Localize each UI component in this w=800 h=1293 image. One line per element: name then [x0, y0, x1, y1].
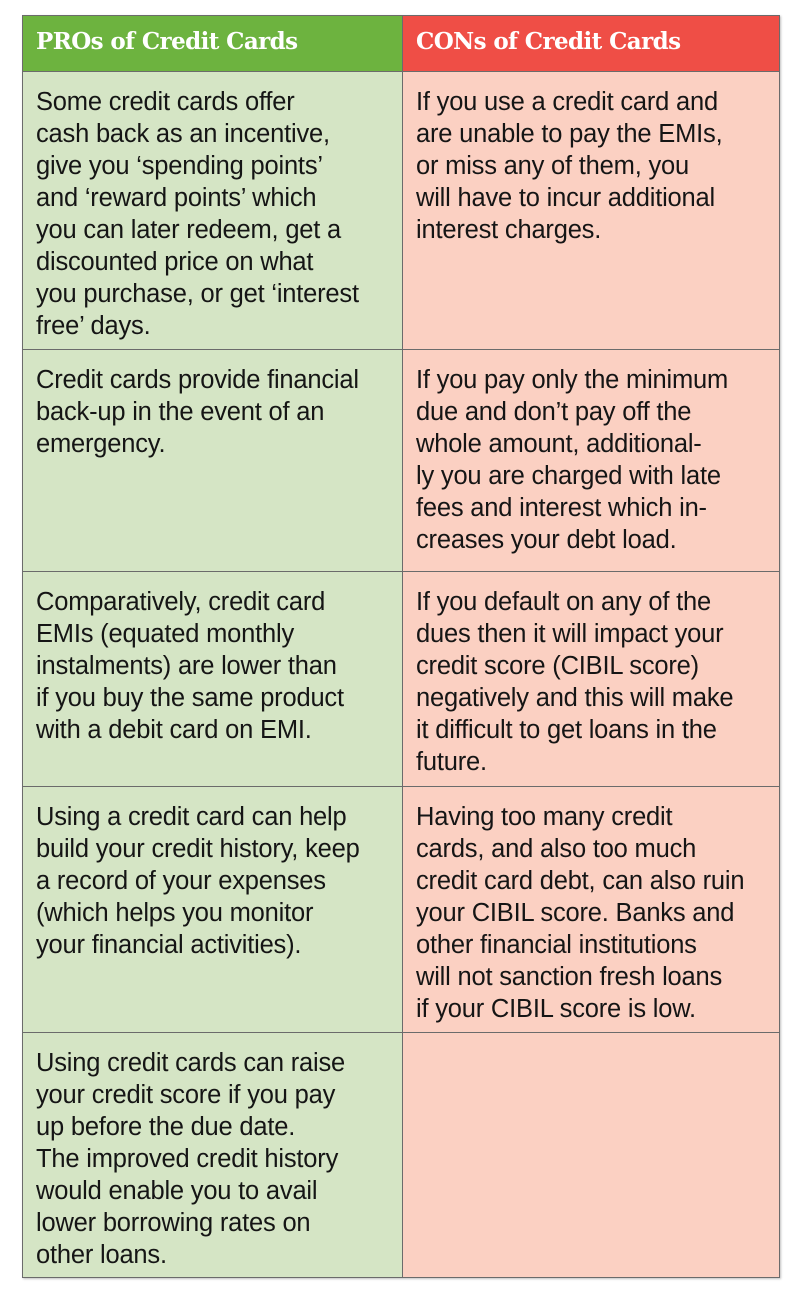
pro-text-line: your financial activities).: [36, 931, 302, 959]
pro-text-line: other loans.: [36, 1241, 167, 1269]
con-text-line: it difficult to get loans in the: [416, 716, 717, 744]
con-text-line: fees and interest which in-: [416, 494, 707, 522]
con-text-line: If you pay only the minimum: [416, 366, 729, 394]
con-text-line: Having too many credit: [416, 803, 673, 831]
con-text-line: will not sanction fresh loans: [416, 963, 723, 991]
pro-text-line: would enable you to avail: [36, 1177, 318, 1205]
pro-cell: [23, 787, 403, 1032]
pro-text-line: you purchase, or get ‘interest: [36, 280, 359, 308]
pro-text-line: discounted price on what: [36, 248, 314, 276]
pros-header: PROs of Credit Cards: [23, 16, 403, 71]
con-text-line: credit card debt, can also ruin: [416, 867, 745, 895]
pro-text-line: and ‘reward points’ which: [36, 184, 317, 212]
pro-cell: [23, 72, 403, 349]
pro-text-line: free’ days.: [36, 312, 151, 340]
pro-text-line: build your credit history, keep: [36, 835, 360, 863]
con-text-line: cards, and also too much: [416, 835, 697, 863]
pro-text-line: give you ‘spending points’: [36, 152, 323, 180]
table-row: [23, 786, 779, 1032]
con-text-line: If you default on any of the: [416, 588, 711, 616]
con-text-line: are unable to pay the EMIs,: [416, 120, 723, 148]
con-cell: [403, 572, 779, 786]
pro-text-line: (which helps you monitor: [36, 899, 314, 927]
con-text-line: will have to incur additional: [416, 184, 715, 212]
pro-text-line: up before the due date.: [36, 1113, 296, 1141]
pro-text-line: your credit score if you pay: [36, 1081, 336, 1109]
con-text-line: dues then it will impact your: [416, 620, 724, 648]
table-row: [23, 71, 779, 349]
con-text-line: future.: [416, 748, 487, 776]
pro-text-line: Using a credit card can help: [36, 803, 347, 831]
pro-cell: [23, 1033, 403, 1277]
pro-cell: [23, 572, 403, 786]
con-text-line: negatively and this will make: [416, 684, 734, 712]
con-cell-empty: [403, 1033, 779, 1277]
table-row: [23, 349, 779, 571]
pro-text-line: EMIs (equated monthly: [36, 620, 295, 648]
pro-text-line: you can later redeem, get a: [36, 216, 342, 244]
pro-text-line: cash back as an incentive,: [36, 120, 330, 148]
con-text-line: due and don’t pay off the: [416, 398, 692, 426]
pro-text-line: a record of your expenses: [36, 867, 326, 895]
con-text-line: credit score (CIBIL score): [416, 652, 699, 680]
con-text-line: If you use a credit card and: [416, 88, 718, 116]
table-row: [23, 571, 779, 786]
pro-text-line: lower borrowing rates on: [36, 1209, 311, 1237]
con-text-line: if your CIBIL score is low.: [416, 995, 696, 1023]
pros-cons-table: [22, 15, 780, 1278]
pro-text-line: Comparatively, credit card: [36, 588, 326, 616]
con-text-line: interest charges.: [416, 216, 602, 244]
cons-header: CONs of Credit Cards: [403, 16, 779, 71]
pro-text-line: Some credit cards offer: [36, 88, 295, 116]
pro-text-line: instalments) are lower than: [36, 652, 337, 680]
con-cell: [403, 72, 779, 349]
con-text-line: your CIBIL score. Banks and: [416, 899, 735, 927]
pro-text-line: back-up in the event of an: [36, 398, 325, 426]
con-text-line: other financial institutions: [416, 931, 697, 959]
pro-text-line: if you buy the same product: [36, 684, 344, 712]
con-text-line: creases your debt load.: [416, 526, 677, 554]
table-header-row: [23, 16, 779, 71]
con-text-line: whole amount, additional-: [416, 430, 702, 458]
con-cell: [403, 350, 779, 571]
pro-text-line: Using credit cards can raise: [36, 1049, 346, 1077]
con-text-line: ly you are charged with late: [416, 462, 721, 490]
con-cell: [403, 787, 779, 1032]
pro-text-line: with a debit card on EMI.: [36, 716, 312, 744]
con-text-line: or miss any of them, you: [416, 152, 689, 180]
pro-text-line: Credit cards provide financial: [36, 366, 359, 394]
pro-text-line: emergency.: [36, 430, 166, 458]
table-row: [23, 1032, 779, 1277]
pro-cell: [23, 350, 403, 571]
pro-text-line: The improved credit history: [36, 1145, 339, 1173]
